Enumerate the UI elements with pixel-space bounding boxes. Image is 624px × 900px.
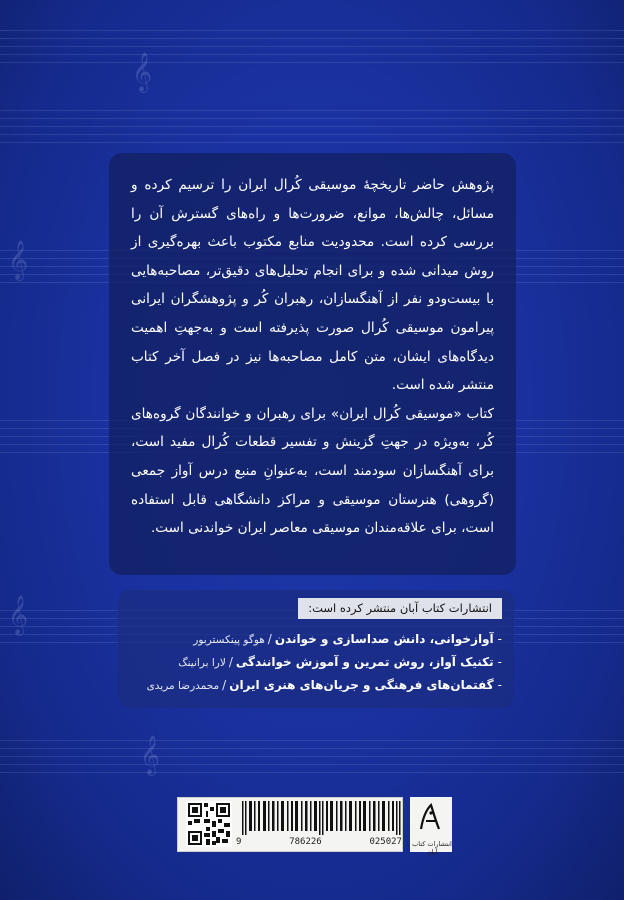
book-title: گفتمان‌های فرهنگی و جریان‌های هنری ایران [229,678,494,692]
description-paragraph: پژوهش حاضر تاریخچهٔ موسیقی کُرال ایران را ترسیم کرده و مسائل، چالش‌ها، موانع، ضرورت‌ها و راه‌های گسترش آن را بررسی کرده است. محدودیت منابع مکتوب باعث بهره‌گیری از روش میدانی شده و برای انجام تحلیل‌های دقیق‌تر، مصاحبه‌هایی با بیست‌ودو نفر از آهنگسازان، رهبران کُر و پژوهشگران ایرانی پیرامون موسیقی کُرال صورت پذیرفته است و به‌جهتِ اهمیت دیدگاه‌های ایشان، متن کامل مصاحبه‌ها نیز در فصل آخر کتاب منتشر شده است. [131,177,494,394]
list-item: -آوازخوانی، دانش صداسازی و خواندن/هوگو پینکستربور [193,632,502,646]
music-staff-decoration [0,30,624,70]
music-staff-decoration [0,110,624,150]
book-author: لارا برانینگ [178,657,226,669]
list-item: -گفتمان‌های فرهنگی و جریان‌های هنری ایران/محمدرضا مریدی [146,678,502,692]
barcode-digits [236,837,402,847]
publisher-list-heading: انتشارات کتاب آبان منتشر کرده است: [298,598,502,619]
qr-code-icon [186,801,232,847]
treble-clef-icon: 𝄞 [140,735,161,775]
barcode-bars-icon [240,801,402,835]
barcode-digit-prefix: 9 [236,837,242,847]
publisher-logo-caption: انتشارات کتاب آبان [412,840,452,856]
book-title: آوازخوانی، دانش صداسازی و خواندن [274,632,494,646]
book-description-panel [109,153,516,575]
publisher-logo-icon [417,801,445,833]
publisher-book-list [130,628,502,697]
book-author: هوگو پینکستربور [193,634,265,646]
book-author: محمدرضا مریدی [146,680,220,692]
barcode-digit-group: 025027 [369,837,402,847]
treble-clef-icon: 𝄞 [8,595,29,635]
treble-clef-icon: 𝄞 [8,240,29,280]
barcode-digit-group: 786226 [289,837,322,847]
music-staff-decoration [0,740,624,780]
publisher-list-panel [118,590,514,708]
list-item: -تکنیک آواز، روش تمرین و آموزش خوانندگی/لارا برانینگ [178,655,502,669]
treble-clef-icon: 𝄞 [132,52,153,92]
book-title: تکنیک آواز، روش تمرین و آموزش خوانندگی [235,655,494,669]
description-paragraph: کتاب «موسیقی کُرال ایران» برای رهبران و خوانندگان گروه‌های کُر، به‌ویژه در جهتِ گزینش و تفسیر قطعات کُرال مفید است، برای آهنگسازان سودمند است، به‌عنوانِ منبع درس آواز جمعی (گروهی) هنرستان موسیقی و مراکز دانشگاهی قابل استفاده است، برای علاقه‌مندان موسیقی معاصر ایران خواندنی است. [131,405,494,537]
